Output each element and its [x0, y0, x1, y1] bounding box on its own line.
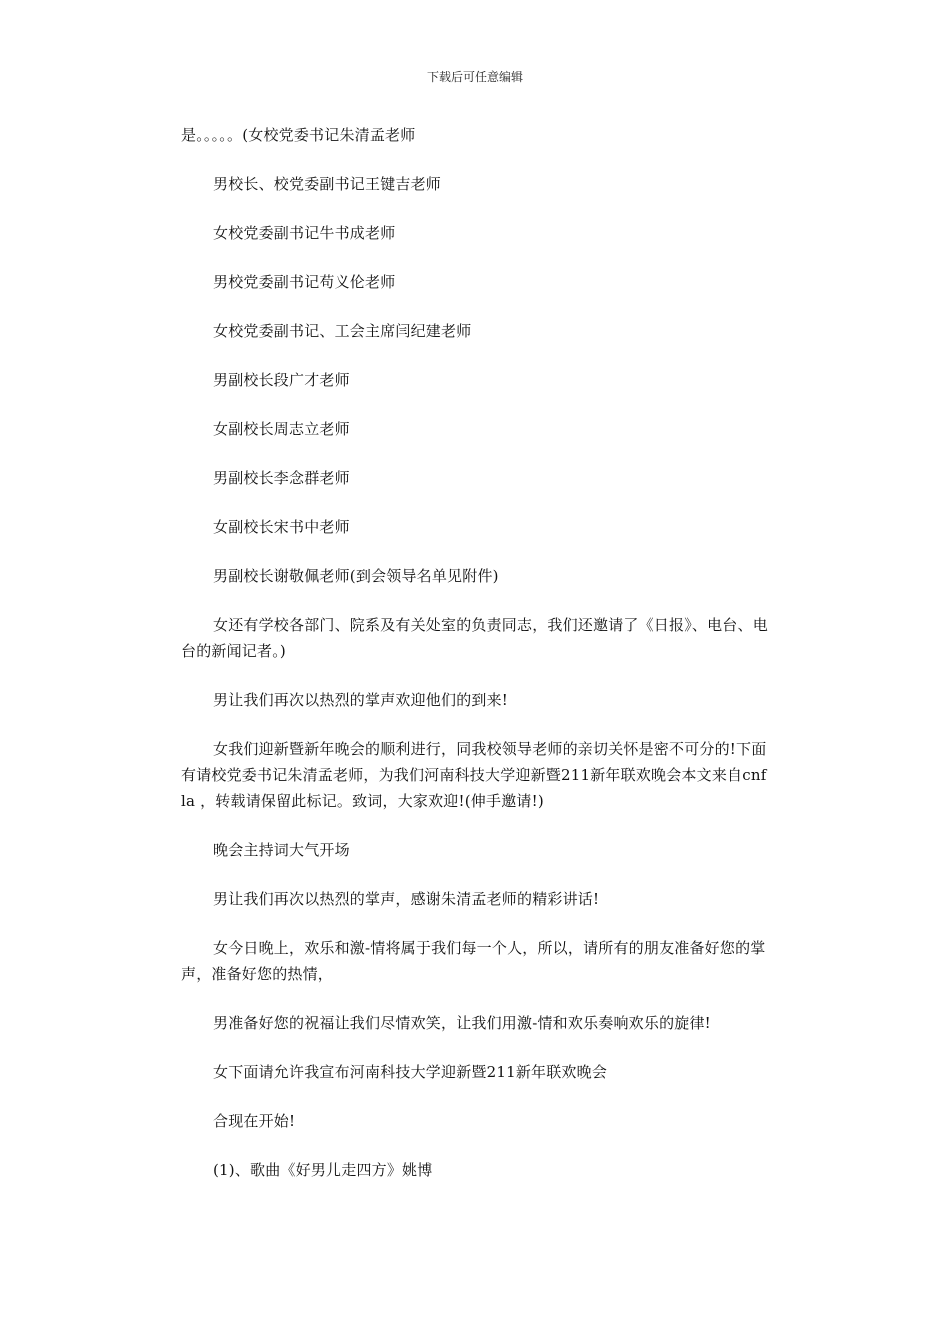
paragraph-opening: 是。。。。。(女校党委书记朱清孟老师: [181, 126, 416, 144]
page-header-watermark: 下载后可任意编辑: [426, 70, 523, 84]
paragraph: 男让我们再次以热烈的掌声欢迎他们的到来!: [213, 691, 509, 709]
paragraph: 女还有学校各部门、院系及有关处室的负责同志，我们还邀请了《日报》、电台、电台的新闻记者。): [181, 616, 768, 660]
paragraph: 男校长、校党委副书记王键吉老师: [213, 175, 442, 193]
paragraph: 男副校长李念群老师: [213, 469, 350, 487]
paragraph: 男让我们再次以热烈的掌声，感谢朱清孟老师的精彩讲话!: [213, 890, 600, 908]
document-body: [181, 122, 771, 1206]
paragraph-subheading: 晚会主持词大气开场: [213, 841, 350, 859]
paragraph: 女副校长周志立老师: [213, 420, 350, 438]
paragraph-program-item: (1)、歌曲《好男儿走四方》姚博: [213, 1161, 433, 1179]
paragraph: 合现在开始!: [213, 1112, 296, 1130]
paragraph: 女校党委副书记、工会主席闫纪建老师: [213, 322, 472, 340]
paragraph: 女下面请允许我宣布河南科技大学迎新暨211新年联欢晚会: [213, 1063, 608, 1081]
paragraph: 男准备好您的祝福让我们尽情欢笑，让我们用激-情和欢乐奏响欢乐的旋律!: [213, 1014, 711, 1032]
paragraph: 女今日晚上，欢乐和激-情将属于我们每一个人，所以，请所有的朋友准备好您的掌声，准备好您的热情，: [181, 939, 766, 983]
paragraph: 男校党委副书记苟义伦老师: [213, 273, 396, 291]
paragraph: 男副校长谢敬佩老师(到会领导名单见附件): [213, 567, 499, 585]
paragraph: 男副校长段广才老师: [213, 371, 350, 389]
paragraph: 女校党委副书记牛书成老师: [213, 224, 396, 242]
paragraph: 女我们迎新暨新年晚会的顺利进行，同我校领导老师的亲切关怀是密不可分的!下面有请校党委书记朱清孟老师，为我们河南科技大学迎新暨211新年联欢晚会本文来自cnfla ，转载请保留此标记。致词，大家欢迎!(伸手邀请!): [181, 740, 767, 810]
paragraph: 女副校长宋书中老师: [213, 518, 350, 536]
